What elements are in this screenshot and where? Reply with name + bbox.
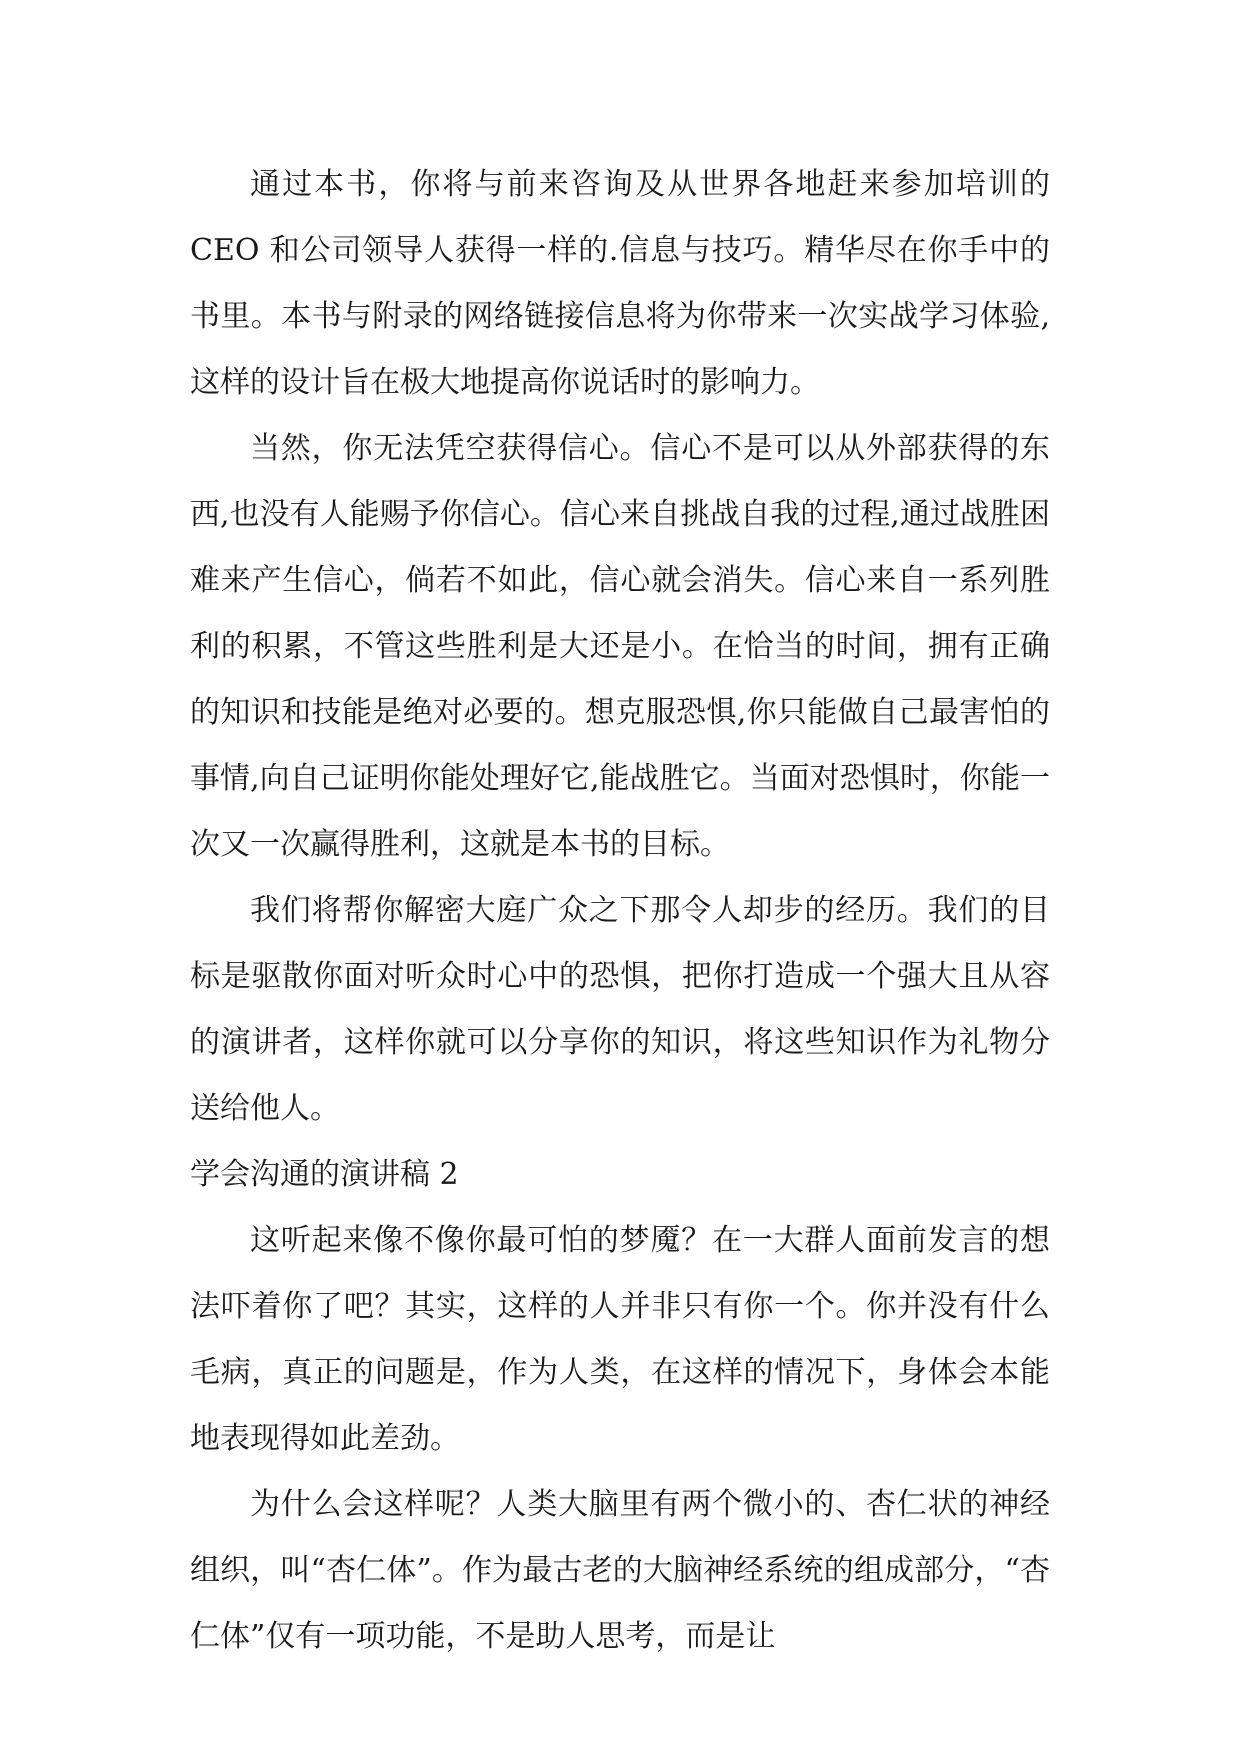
- section-heading: 学会沟通的演讲稿 2: [190, 1157, 459, 1192]
- paragraph: 为什么会这样呢？人类大脑里有两个微小的、杏仁状的神经组织，叫“杏仁体”。作为最古老的大脑神经系统的组成部分，“杏仁体”仅有一项功能，不是助人思考，而是让: [190, 1487, 1050, 1654]
- paragraph: 我们将帮你解密大庭广众之下那令人却步的经历。我们的目标是驱散你面对听众时心中的恐惧，把你打造成一个强大且从容的演讲者，这样你就可以分享你的知识，将这些知识作为礼物分送给他人。: [190, 893, 1050, 1126]
- paragraph: 通过本书，你将与前来咨询及从世界各地赶来参加培训的 CEO 和公司领导人获得一样的.信息与技巧。精华尽在你手中的书里。本书与附录的网络链接信息将为你带来一次实战学习体验,这样的设计旨在极大地提高你说话时的影响力。: [190, 167, 1050, 400]
- paragraph: 当然，你无法凭空获得信心。信心不是可以从外部获得的东西,也没有人能赐予你信心。信心来自挑战自我的过程,通过战胜困难来产生信心，倘若不如此，信心就会消失。信心来自一系列胜利的积累，不管这些胜利是大还是小。在恰当的时间，拥有正确的知识和技能是绝对必要的。想克服恐惧,你只能做自己最害怕的事情,向自己证明你能处理好它,能战胜它。当面对恐惧时，你能一次又一次赢得胜利，这就是本书的目标。: [190, 431, 1050, 862]
- document-page: [190, 152, 1050, 1670]
- paragraph: 这听起来像不像你最可怕的梦魇？在一大群人面前发言的想法吓着你了吧？其实，这样的人并非只有你一个。你并没有什么毛病，真正的问题是，作为人类，在这样的情况下，身体会本能地表现得如此差劲。: [190, 1223, 1050, 1456]
